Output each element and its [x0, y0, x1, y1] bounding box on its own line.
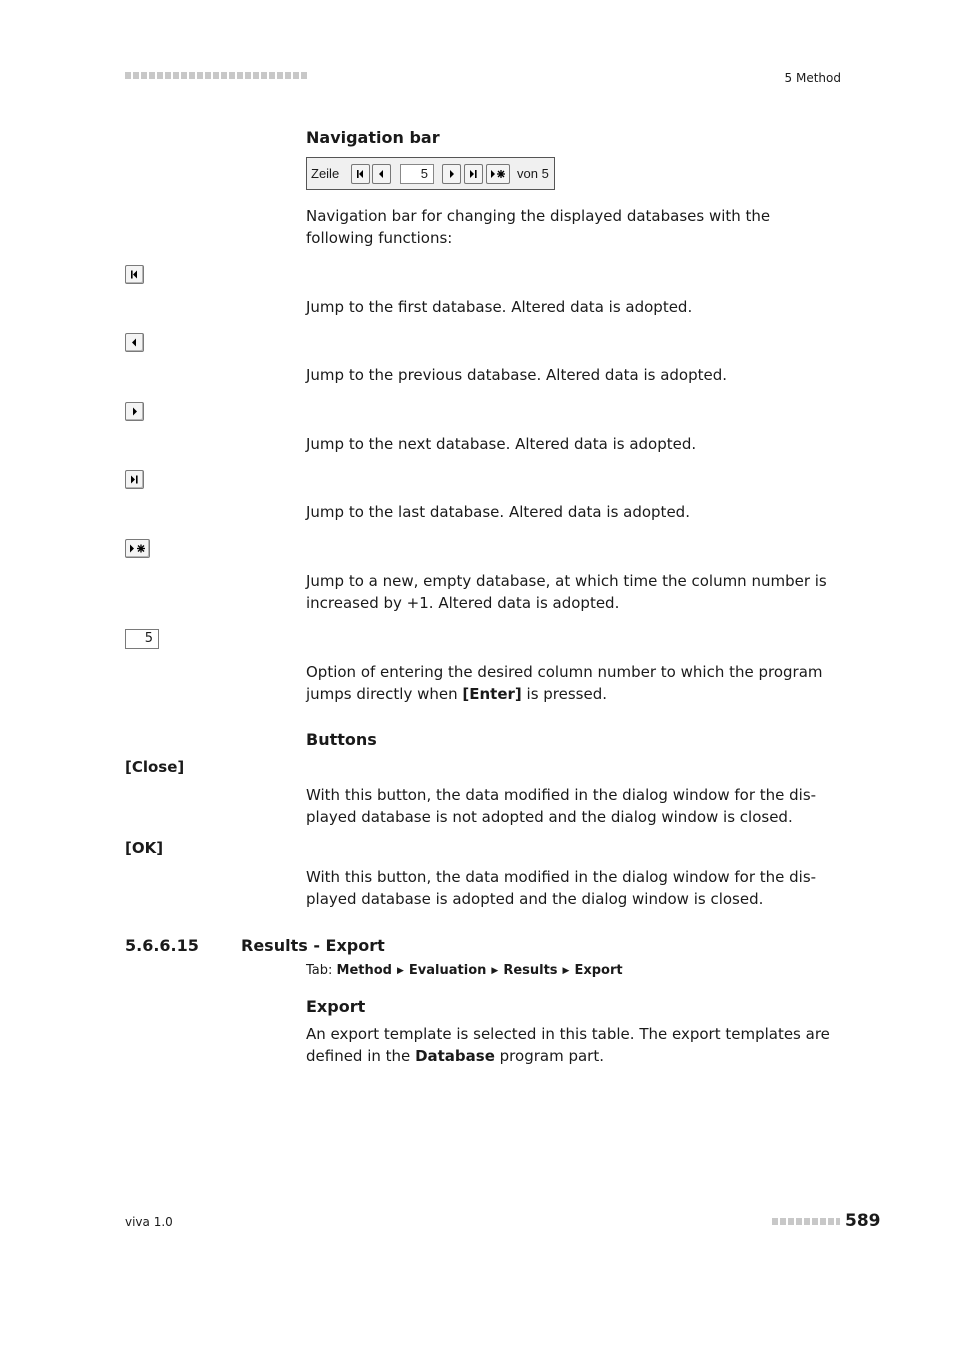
previous-record-button	[125, 333, 144, 352]
row-number-field[interactable]: 5	[400, 164, 434, 184]
previous-record-button[interactable]	[372, 164, 391, 184]
new-record-icon	[487, 165, 509, 183]
export-text-end: program part.	[494, 1047, 604, 1065]
navigation-bar-intro: Navigation bar for changing the displayed databases with the following functions:	[306, 207, 771, 247]
row-number-text-end: is pressed.	[521, 685, 608, 703]
last-record-description: Jump to the last database. Altered data is adopted.	[306, 503, 690, 521]
page-number: 589	[845, 1211, 881, 1231]
tab-path-evaluation: Evaluation	[408, 963, 487, 978]
new-record-icon	[126, 540, 149, 557]
of-total-label: von 5	[517, 166, 549, 181]
first-record-button[interactable]	[351, 164, 370, 184]
next-record-icon	[126, 403, 143, 420]
path-arrow-icon: ▶	[491, 966, 499, 976]
database-term: Database	[415, 1047, 495, 1065]
next-record-description: Jump to the next database. Altered data is adopted.	[306, 435, 697, 453]
previous-record-description: Jump to the previous database. Altered data is adopted.	[306, 366, 728, 384]
section-title: Results - Export	[241, 936, 385, 955]
tab-path-label: Tab:	[306, 963, 333, 978]
next-record-icon	[443, 165, 460, 183]
first-record-icon	[352, 165, 369, 183]
ok-button-term: [OK]	[125, 839, 164, 857]
footer-decoration	[772, 1218, 840, 1225]
navigation-bar-widget	[306, 157, 555, 190]
section-number: 5.6.6.15	[125, 936, 199, 955]
row-number-text: Option of entering the desired column number to which the program jumps directly when	[306, 663, 823, 703]
export-text: An export template is selected in this table. The export templates are defined in the	[306, 1025, 830, 1065]
next-record-button	[125, 402, 144, 421]
row-number-description	[306, 661, 836, 705]
last-record-button	[125, 470, 144, 489]
footer-product: viva 1.0	[125, 1215, 173, 1229]
buttons-heading: Buttons	[306, 730, 377, 749]
ok-button-description: With this button, the data modified in the dialog window for the dis-played database is adopted and the dialog window is closed.	[306, 868, 817, 908]
tab-path-export: Export	[574, 963, 623, 978]
export-description	[306, 1023, 836, 1067]
next-record-button[interactable]	[442, 164, 461, 184]
path-arrow-icon: ▶	[397, 966, 404, 976]
new-record-description: Jump to a new, empty database, at which time the column number is increased by +1. Altered data is adopted.	[306, 572, 827, 612]
last-record-icon	[465, 165, 482, 183]
export-subheading: Export	[306, 997, 366, 1016]
enter-key-label: [Enter]	[462, 685, 522, 703]
header-decoration	[125, 72, 307, 79]
tab-path	[306, 963, 623, 978]
last-record-icon	[126, 471, 143, 488]
navigation-bar-heading: Navigation bar	[306, 128, 440, 147]
new-record-button[interactable]	[486, 164, 510, 184]
first-record-description: Jump to the first database. Altered data is adopted.	[306, 298, 693, 316]
close-button-term: [Close]	[125, 758, 185, 776]
row-label: Zeile	[311, 166, 340, 181]
row-number-field: 5	[125, 629, 159, 649]
last-record-button[interactable]	[464, 164, 483, 184]
tab-path-results: Results	[503, 963, 558, 978]
close-button-description: With this button, the data modified in the dialog window for the dis-played database is not adopted and the dialog window is closed.	[306, 786, 817, 826]
first-record-icon	[126, 266, 143, 283]
header-section-title: 5 Method	[784, 71, 841, 85]
previous-record-icon	[373, 165, 390, 183]
path-arrow-icon: ▶	[562, 966, 570, 976]
tab-path-method: Method	[336, 963, 392, 978]
first-record-button	[125, 265, 144, 284]
previous-record-icon	[126, 334, 143, 351]
new-record-button	[125, 539, 150, 558]
